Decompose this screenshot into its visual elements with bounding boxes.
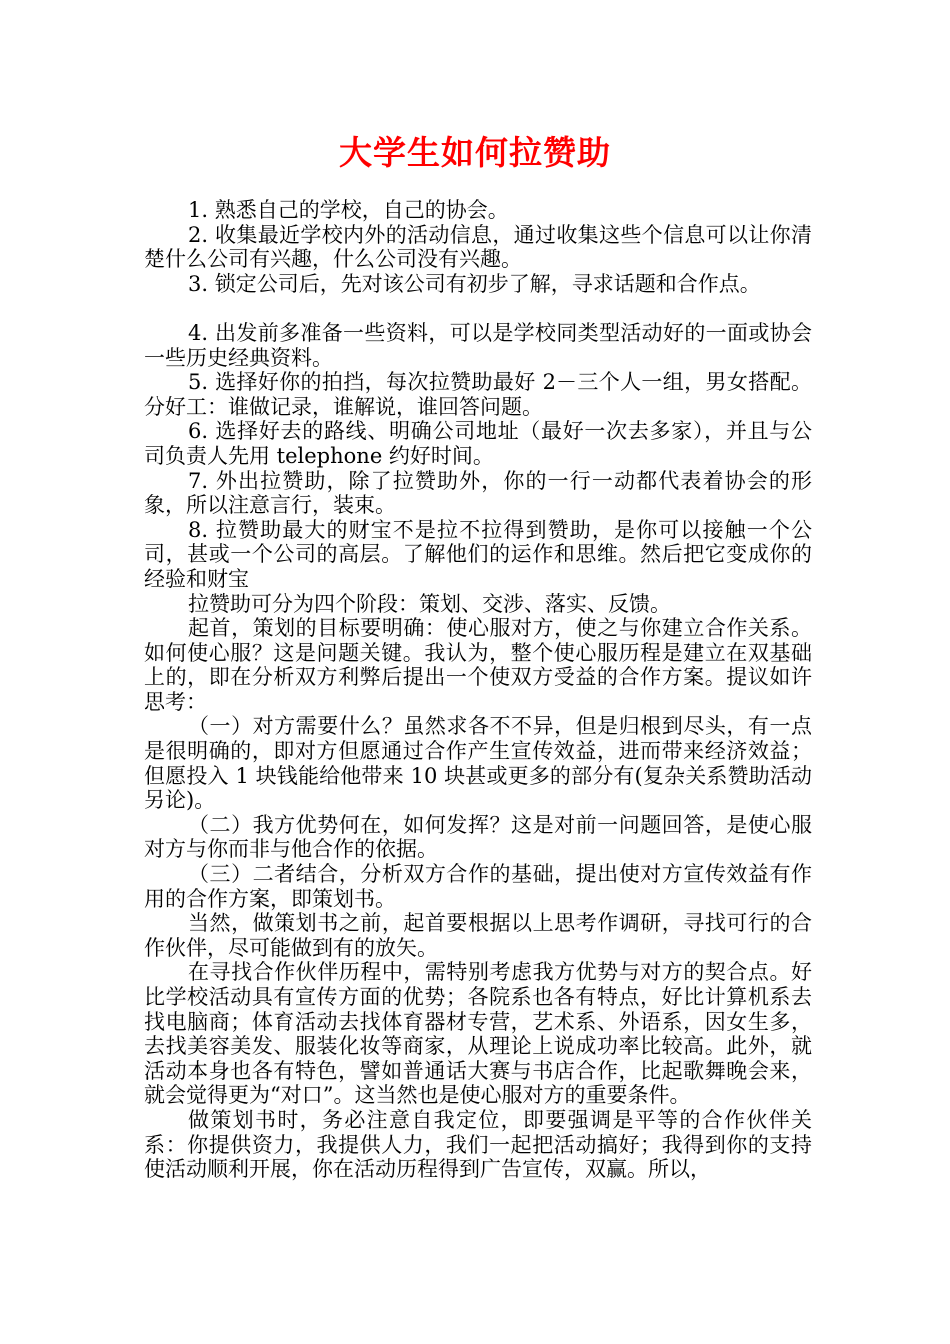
paragraph: （一）对方需要什么？虽然求各不不异，但是归根到尽头，有一点是很明确的，即对方但愿通过合作产生宣传效益，进而带来经济效益；但愿投入 1 块钱能给他带来 10 块甚或更多的部分有(复杂关系赞助活动另论)。 — [144, 714, 812, 813]
paragraph: 3. 锁定公司后，先对该公司有初步了解，寻求话题和合作点。 — [188, 271, 761, 296]
paragraph: 8. 拉赞助最大的财宝不是拉不拉得到赞助，是你可以接触一个公司，甚或一个公司的高层。了解他们的运作和思维。然后把它变成你的经验和财宝 — [144, 517, 812, 591]
paragraph: （三）二者结合，分析双方合作的基础，提出使对方宣传效益有作用的合作方案，即策划书。 — [144, 862, 812, 911]
paragraph: 5. 选择好你的拍挡，每次拉赞助最好 2－三个人一组，男女搭配。分好工：谁做记录，谁解说，谁回答问题。 — [144, 370, 812, 419]
paragraph: 2. 收集最近学校内外的活动信息，通过收集这些个信息可以让你清楚什么公司有兴趣，什么公司没有兴趣。 — [144, 222, 812, 272]
paragraph: 7. 外出拉赞助，除了拉赞助外，你的一行一动都代表着协会的形象，所以注意言行，装束。 — [144, 468, 812, 518]
document-body — [144, 198, 812, 1182]
paragraph: 1. 熟悉自己的学校，自己的协会。 — [188, 198, 509, 222]
paragraph: 做策划书时，务必注意自我定位，即要强调是平等的合作伙伴关系：你提供资力，我提供人力，我们一起把活动搞好；我得到你的支持使活动顺利开展，你在活动历程得到广告宣传，双赢。所以， — [144, 1107, 812, 1182]
paragraph: 当然，做策划书之前，起首要根据以上思考作调研，寻找可行的合作伙伴，尽可能做到有的放矢。 — [144, 911, 812, 960]
paragraph: 拉赞助可分为四个阶段：策划、交涉、落实、反馈。 — [188, 591, 671, 616]
paragraph: 在寻找合作伙伴历程中，需特别考虑我方优势与对方的契合点。好比学校活动具有宣传方面的优势；各院系也各有特点，好比计算机系去找电脑商；体育活动去找体育器材专营，艺术系、外语系，因女生多，去找美容美发、服装化妆等商家，从理论上说成功率比较高。此外，就活动本身也各有特色，譬如普通话大赛与书店合作，比起歌舞晚会来，就会觉得更为“对口”。这当然也是使心服对方的重要条件。 — [144, 960, 812, 1108]
paragraph: 6. 选择好去的路线、明确公司地址（最好一次去多家），并且与公司负责人先用 telephone 约好时间。 — [144, 419, 812, 468]
paragraph: 起首，策划的目标要明确：使心服对方，使之与你建立合作关系。如何使心服？这是问题关键。我认为，整个使心服历程是建立在双基础上的，即在分析双方利弊后提出一个使双方受益的合作方案。提议如许思考： — [144, 616, 812, 714]
paragraph: （二）我方优势何在，如何发挥？这是对前一问题回答，是使心服对方与你而非与他合作的依据。 — [144, 812, 812, 862]
paragraph: 4. 出发前多准备一些资料，可以是学校同类型活动好的一面或协会一些历史经典资料。 — [144, 320, 812, 370]
document-title: 大学生如何拉赞助 — [339, 133, 611, 172]
